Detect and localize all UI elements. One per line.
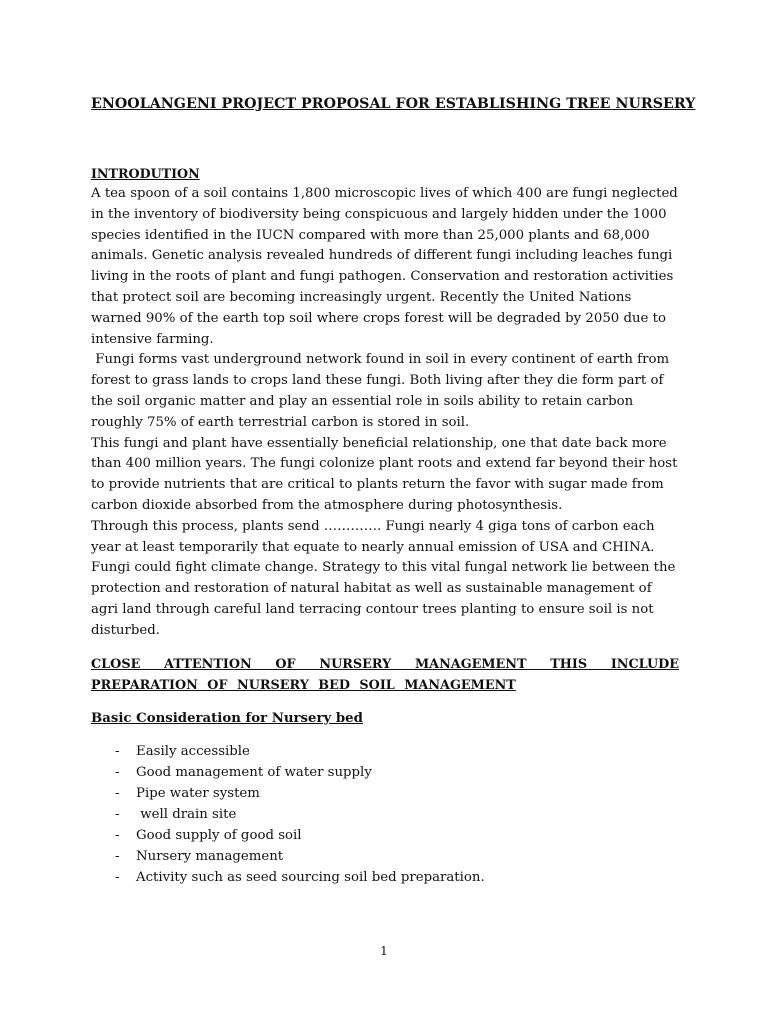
nursery-bed-list <box>91 741 679 888</box>
paragraph-soil-fungi: A tea spoon of a soil contains 1,800 microscopic lives of which 400 are fungi neglected in the inventory of biodiversity being conspicuous and largely hidden under the 1000 species identified in the IUCN compared with more than 25,000 plants and 68,000 animals. Genetic analysis revealed hundreds of different fungi including leaches fungi living in the roots of plant and fungi pathogen. Conservation and restoration activities that protect soil are becoming increasingly urgent. Recently the United Nations warned 90% of the earth top soil where crops forest will be degraded by 2050 due to intensive farming. <box>91 186 678 347</box>
page-number: 1 <box>380 944 388 958</box>
nursery-management-heading: CLOSE ATTENTION OF NURSERY MANAGEMENT THIS INCLUDE PREPARATION OF NURSERY BED SOIL MANAGEMENT <box>91 656 679 693</box>
list-item <box>91 867 679 888</box>
bullet-marker: - <box>115 743 120 759</box>
list-item <box>91 762 679 783</box>
bullet-marker: - <box>115 764 120 780</box>
paragraph-underground-network: Fungi forms vast underground network found in soil in every continent of earth from forest to grass lands to crops land these fungi. Both living after they die form part of the soil organic matter and play an essential role in soils ability to retain carbon roughly 75% of earth terrestrial carbon is stored in soil. <box>91 352 674 430</box>
list-item-text: Activity such as seed sourcing soil bed preparation. <box>136 869 485 885</box>
list-item-text: Good management of water supply <box>136 764 372 780</box>
list-item <box>91 846 679 867</box>
bullet-marker: - <box>115 827 120 843</box>
document-title: ENOOLANGENI PROJECT PROPOSAL FOR ESTABLISHING TREE NURSERY <box>91 96 696 112</box>
list-item-text: Easily accessible <box>136 743 250 759</box>
paragraph-plant-relationship: This fungi and plant have essentially beneficial relationship, one that date back more than 400 million years. The fungi colonize plant roots and extend far beyond their host to provide nutrients that are critical to plants return the favor with sugar made from carbon dioxide absorbed from the atmosphere during photosynthesis. <box>91 435 678 513</box>
list-item-text: well drain site <box>136 806 237 822</box>
nursery-bed-heading: Basic Consideration for Nursery bed <box>91 710 363 726</box>
list-item-text: Nursery management <box>136 848 284 864</box>
bullet-marker: - <box>115 848 120 864</box>
introduction-heading: INTRODUTION <box>91 166 200 181</box>
list-item <box>91 783 679 804</box>
bullet-marker: - <box>115 785 120 801</box>
bullet-marker: - <box>115 869 120 885</box>
paragraph-carbon-transfer: Through this process, plants send …………. Fungi nearly 4 giga tons of carbon each year at least temporarily that equate to nearly annual emission of USA and CHINA. <box>91 518 655 555</box>
list-item <box>91 825 679 846</box>
paragraph-climate-strategy: Fungi could fight climate change. Strategy to this vital fungal network lie between the protection and restoration of natural habitat as well as sustainable management of agri land through careful land terracing contour trees planting to ensure soil is not disturbed. <box>91 560 676 638</box>
list-item-text: Good supply of good soil <box>136 827 302 843</box>
page-content <box>91 92 696 888</box>
list-item-text: Pipe water system <box>136 785 260 801</box>
list-item <box>91 804 679 825</box>
bullet-marker: - <box>115 806 120 822</box>
list-item <box>91 741 679 762</box>
